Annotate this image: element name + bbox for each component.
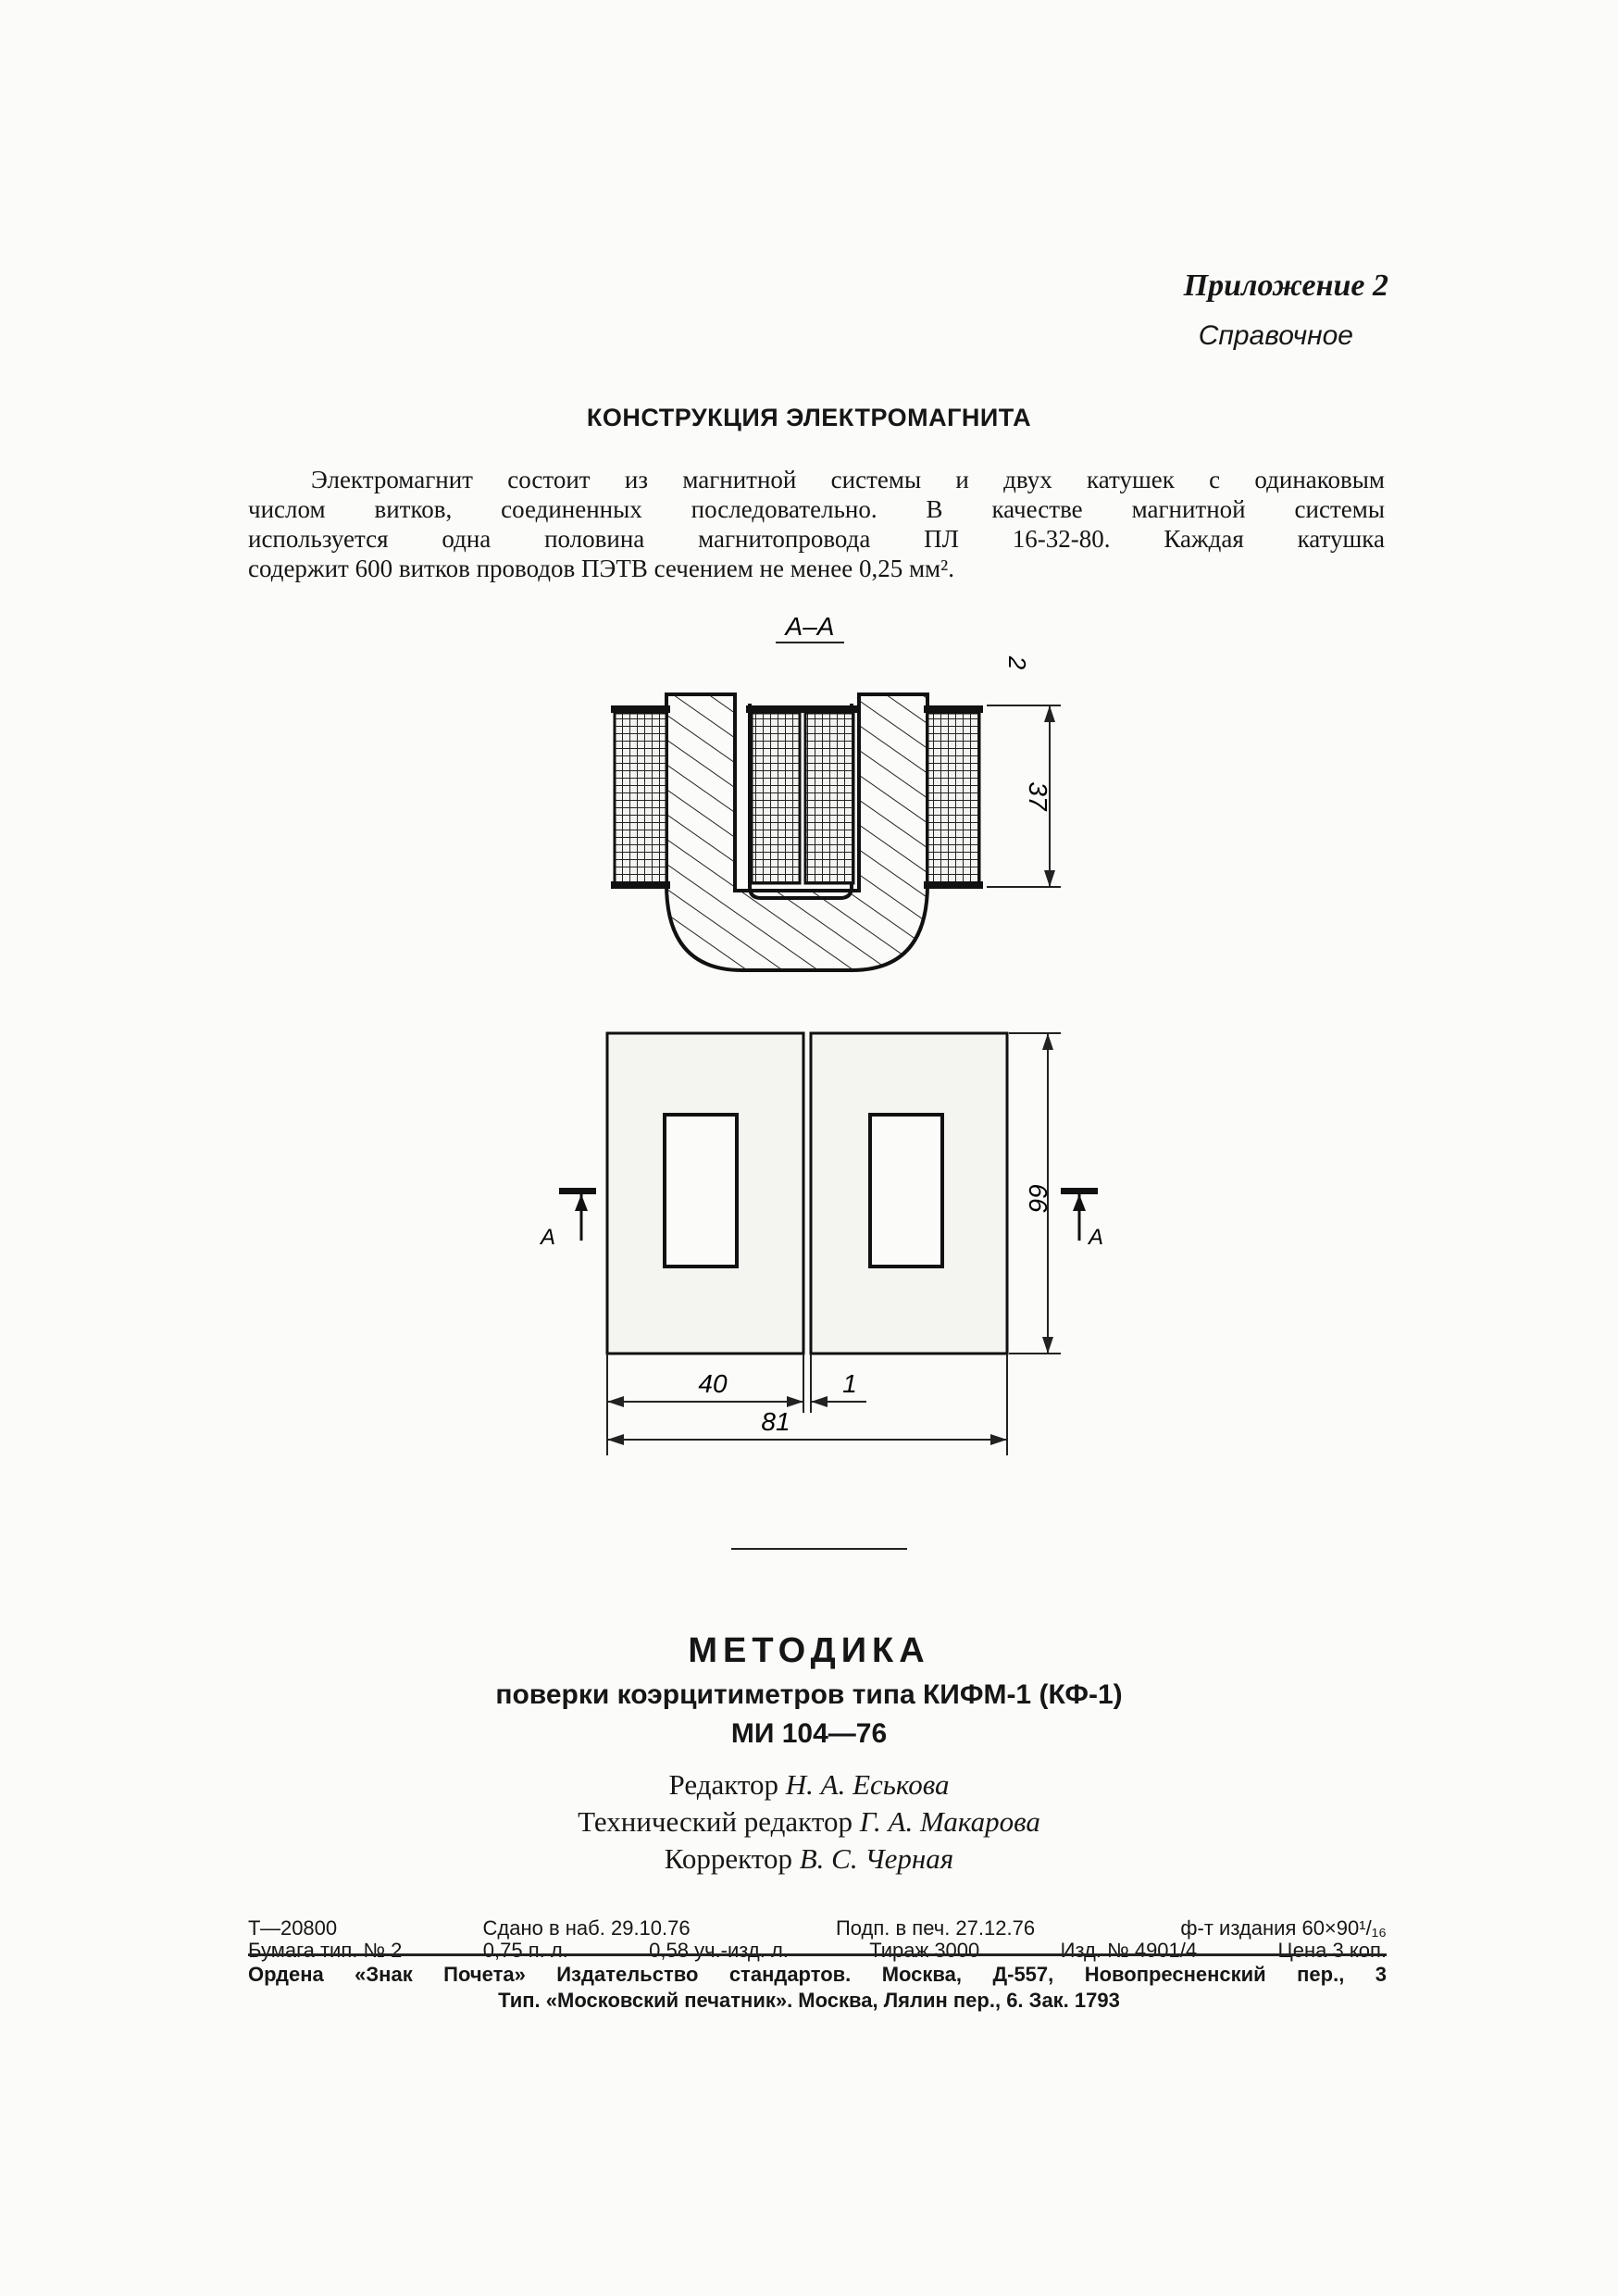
method-title: МЕТОДИКА xyxy=(688,1631,930,1670)
dim-coil-height: 37 xyxy=(1024,781,1052,811)
dim-gap: 1 xyxy=(842,1369,857,1398)
method-subtitle: поверки коэрцитиметров типа КИФМ-1 (КФ-1) xyxy=(495,1679,1123,1710)
corrector-role: Корректор xyxy=(664,1842,792,1875)
imprint-cell: Т—20800 xyxy=(248,1916,338,1940)
tech-editor-role: Технический редактор xyxy=(578,1805,853,1838)
section-cut-left xyxy=(559,1188,596,1241)
imprint-cell: Цена 3 коп. xyxy=(1277,1939,1387,1962)
imprint-cell: Сдано в наб. 29.10.76 xyxy=(482,1916,691,1940)
paragraph-line: используется одна половина магнитопровода ПЛ 16-32-80. Каждая катушка xyxy=(248,525,1385,553)
cut-label-left: А xyxy=(540,1225,556,1250)
cut-label-right: А xyxy=(1088,1225,1104,1250)
publisher-line: Ордена «Знак Почета» Издательство стандартов. Москва, Д-557, Новопресненский пер., 3 xyxy=(248,1963,1387,1986)
reference-type: Справочное xyxy=(1198,320,1353,351)
section-divider xyxy=(731,1548,907,1550)
imprint-cell: Тираж 3000 xyxy=(869,1939,980,1962)
coil-inner-left xyxy=(746,705,803,883)
dim-total-width: 81 xyxy=(761,1407,790,1436)
imprint-cell: Подп. в печ. 27.12.76 xyxy=(835,1916,1036,1940)
editor-name: Н. А. Еськова xyxy=(785,1768,950,1801)
dim-width-lines xyxy=(607,1354,1007,1455)
appendix-label: Приложение 2 xyxy=(1183,268,1388,303)
editor-role: Редактор xyxy=(668,1768,779,1801)
paragraph-line: содержит 600 витков проводов ПЭТВ сечением не менее 0,25 мм². xyxy=(248,555,954,582)
corrector-line xyxy=(0,1842,1618,1876)
coil-left xyxy=(611,705,670,889)
corrector-name: В. С. Черная xyxy=(799,1842,954,1875)
paragraph-line: Электромагнит состоит из магнитной системы и двух катушек с одинаковым xyxy=(311,466,1385,493)
imprint-cell: 0,58 уч.-изд. л. xyxy=(649,1939,789,1962)
paragraph-line: числом витков, соединенных последовательно. В качестве магнитной системы xyxy=(248,495,1385,523)
imprint-cell: ф-т издания 60×90¹/₁₆ xyxy=(1180,1916,1387,1940)
coil-inner-right xyxy=(802,705,859,883)
coil-right xyxy=(924,705,983,889)
section-title: КОНСТРУКЦИЯ ЭЛЕКТРОМАГНИТА xyxy=(586,404,1032,431)
printer-line: Тип. «Московский печатник». Москва, Лялин пер., 6. Зак. 1793 xyxy=(498,1989,1120,2012)
editor-line xyxy=(0,1768,1618,1802)
section-label: А–А xyxy=(785,612,835,641)
imprint-separator xyxy=(248,1953,1387,1956)
method-code: МИ 104—76 xyxy=(730,1718,888,1749)
imprint-cell: Изд. № 4901/4 xyxy=(1060,1939,1198,1962)
imprint-cell: 0,75 п. л. xyxy=(482,1939,568,1962)
dim-half-width: 40 xyxy=(698,1369,728,1398)
core-plan-left xyxy=(607,1033,803,1354)
dim-core-height: 66 xyxy=(1024,1183,1052,1213)
imprint-row-2 xyxy=(248,1939,1387,1963)
core-plan-right xyxy=(811,1033,1007,1354)
tech-editor-name: Г. А. Макарова xyxy=(859,1805,1040,1838)
tech-editor-line xyxy=(0,1805,1618,1839)
imprint-cell: Бумага тип. № 2 xyxy=(248,1939,403,1962)
dim-top: 2 xyxy=(1003,655,1031,670)
imprint-row-1 xyxy=(248,1916,1387,1940)
